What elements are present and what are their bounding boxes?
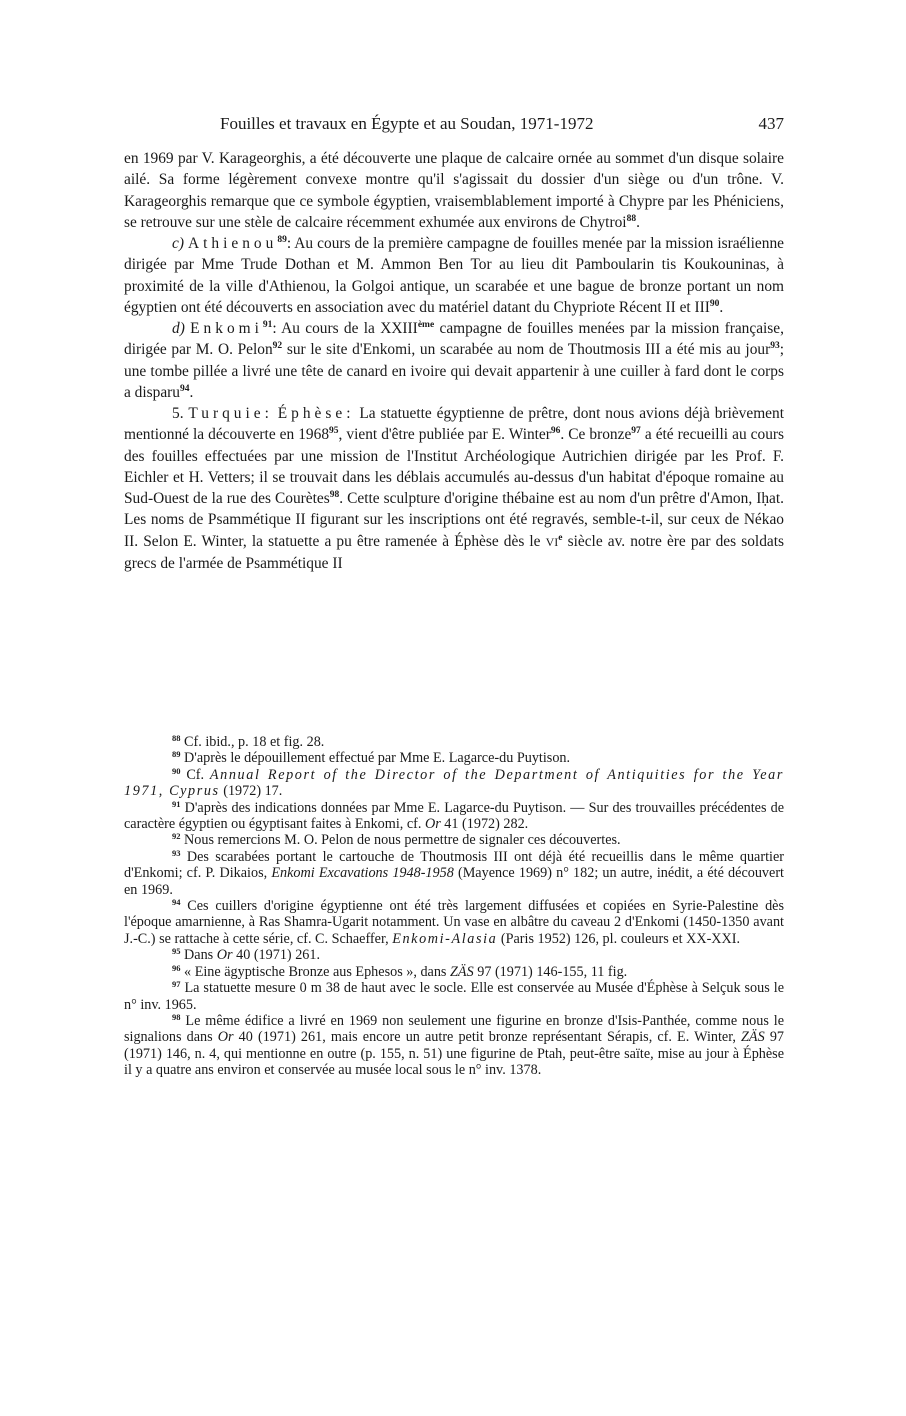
footnote-89: $^{89}$ D'après le dépouillement effectué par Mme E. Lagarce-du Puytison. bbox=[172, 749, 571, 767]
footnote-90: $^{90}$ Cf. Annual Report of the Director of the Department of Antiquities for the Year 1971, Cyprus (1972) 17. bbox=[124, 765, 784, 800]
footnote-98: $^{98}$ Le même édifice a livré en 1969 non seulement une figurine en bronze d'Isis-Panthée, comme nous le signalions dans Or 40 (1971) 261, mais encore un autre petit bronze représentant Sérapis, cf. E. Winter, ZÄS 97 (1971) 146, n. 4, qui mentionne en outre (p. 155, n. 51) une figurine de Ptah, peut-être saïte, mise au jour à Éphèse il y a quatre ans environ et conservée au musée local sous le n° inv. 1378. bbox=[124, 1011, 785, 1079]
paragraph-athienou: c) Athienou$^{89}$: Au cours de la première campagne de fouilles menée par la mission israélienne dirigée par Mme Trude Dothan et M. Ammon Ben Tor au lieu dit Pamboularin tis Koukouninas, à proximité de la ville d'Athienou, la Golgoi antique, un scarabée et une bague de bronze portant un nom égyptien ont été découverts en association avec du matériel datant du Chypriote Récent II et III$^{90}$. bbox=[124, 235, 784, 316]
page-number: 437 bbox=[758, 114, 784, 133]
footnote-91: $^{91}$ D'après des indications données par Mme E. Lagarce-du Puytison. — Sur des trouvailles précédentes de caractère égyptien ou égyptisant faites à Enkomi, cf. Or 41 (1972) 282. bbox=[124, 798, 784, 833]
paragraph-enkomi: d) Enkomi$^{91}$: Au cours de la XXIIIème campagne de fouilles menées par la mission française, dirigée par M. O. Pelon$^{92}$ sur le site d'Enkomi, un scarabée au nom de Thoutmosis III a été mis au jour$^{93}$; une tombe pillée a livré une tête de canard en ivoire qui devait appartenir à une cuiller à fard dont le corps a disparu$^{94}$. bbox=[124, 320, 785, 401]
paragraph-continuation: en 1969 par V. Karageorghis, a été découverte une plaque de calcaire ornée au sommet d'un disque solaire ailé. Sa forme légèrement convexe montre qu'il s'agissait du dossier d'un siège ou d'un trône. V. Karageorghis remarque que ce symbole égyptien, vraisemblablement importé à Chypre par les Phéniciens, se retrouve sur une stèle de calcaire récemment exhumée aux environs de Chytroi$^{88}$. bbox=[124, 150, 784, 231]
footnote-92: $^{92}$ Nous remercions M. O. Pelon de nous permettre de signaler ces découvertes. bbox=[172, 831, 621, 849]
footnote-96: $^{96}$ « Eine ägyptische Bronze aus Ephesos », dans ZÄS 97 (1971) 146-155, 11 fig. bbox=[172, 962, 628, 980]
footnote-ref: 98 bbox=[329, 490, 340, 500]
body-text bbox=[124, 148, 784, 574]
footnote-ref: 92 bbox=[272, 341, 283, 352]
site-name: Éphèse: bbox=[277, 405, 355, 422]
site-name: Enkomi bbox=[190, 320, 263, 337]
footnote-ref: 97 bbox=[631, 426, 641, 437]
footnote-ref: 91 bbox=[262, 320, 273, 330]
running-head bbox=[124, 114, 784, 138]
country-name: Turquie: bbox=[188, 405, 273, 422]
footnote-94: $^{94}$ Ces cuillers d'origine égyptienne ont été très largement diffusées et copiées en Syrie-Palestine dès l'époque amarnienne, à Ras Shamra-Ugarit notamment. Un vase en albâtre du caveau 2 d'Enkomi (1450-1350 avant J.-C.) se rattache à cette série, cf. C. Schaeffer, Enkomi-Alasia (Paris 1952) 126, pl. couleurs et XX-XXI. bbox=[124, 897, 784, 947]
paragraph-turquie: 5. Turquie: Éphèse: La statuette égyptienne de prêtre, dont nous avions déjà brièvement mentionné la découverte en 1968$^{95}$, vient d'être publiée par E. Winter$^{96}$. Ce bronze$^{97}$ a été recueilli au cours des fouilles effectuées par une mission de l'Institut Archéologique Autrichien dirigée par les Prof. F. Eichler et H. Vetters; il se trouvait dans les déblais accumulés au-dessus d'un habitat d'époque romaine au Sud-Ouest de la rue des Courètes$^{98}$. Cette sculpture d'origine thébaine est au nom d'un prêtre d'Amon, Iḥat. Les noms de Psammétique II figurant sur les inscriptions ont été regravés, semble-t-il, sur ceux de Nékao II. Selon E. Winter, la statuette a pu être ramenée à Éphèse dès le VIe siècle av. notre ère par des soldats grecs de l'armée de Psammétique II bbox=[124, 405, 785, 572]
footnote-ref: 89 bbox=[277, 235, 287, 245]
footnote-ref: 96 bbox=[550, 426, 561, 437]
running-title: Fouilles et travaux en Égypte et au Soudan, 1971-1972 bbox=[220, 114, 594, 133]
footnote-ref: 95 bbox=[329, 426, 339, 437]
footnote-ref: 94 bbox=[180, 383, 190, 394]
footnote-95: $^{95}$ Dans Or 40 (1971) 261. bbox=[172, 946, 321, 964]
footnote-88: $^{88}$ Cf. ibid., p. 18 et fig. 28. bbox=[172, 733, 325, 750]
footnote-ref: 93 bbox=[770, 341, 780, 352]
footnote-97: $^{97}$ La statuette mesure 0 m 38 de haut avec le socle. Elle est conservée au Musée d'Éphèse à Selçuk sous le n° inv. 1965. bbox=[124, 979, 784, 1013]
site-name: Athienou bbox=[188, 235, 278, 252]
footnote-93: $^{93}$ Des scarabées portant le cartouche de Thoutmosis III ont déjà été recueillis dans le même quartier d'Enkomi; cf. P. Dikaios, Enkomi Excavations 1948-1958 (Mayence 1969) n° 182; un autre, inédit, a été découvert en 1969. bbox=[124, 847, 784, 898]
footnote-ref: 90 bbox=[709, 298, 720, 309]
footnotes bbox=[124, 734, 784, 1079]
footnote-ref: 88 bbox=[626, 213, 637, 224]
